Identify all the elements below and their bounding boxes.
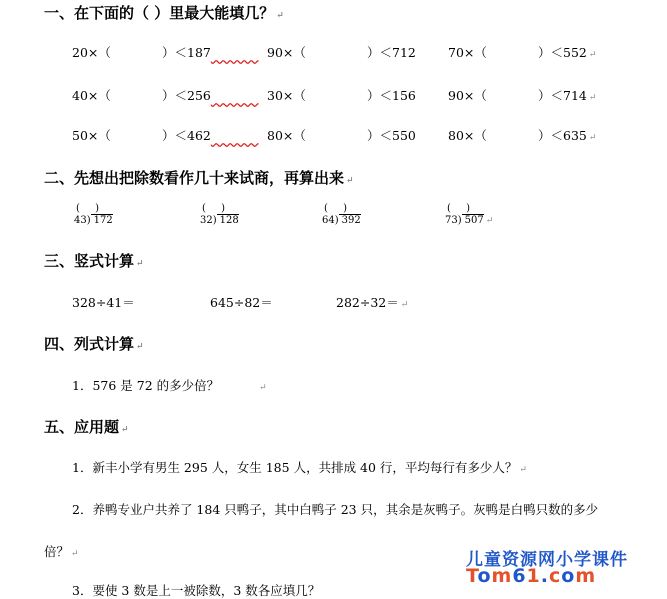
divisor: 32 [200,215,213,226]
calc-item [336,293,408,311]
spell-underline [211,88,259,103]
dividend: 172 [91,214,113,226]
long-division [74,204,113,226]
paragraph-mark: ↵ [346,176,354,186]
section-1-title-text: 一、在下面的（ ）里最大能填几？ [44,4,275,22]
spell-underline [211,45,259,60]
paragraph-mark: ↵ [136,342,144,352]
section-4-title-text: 四、列式计算 [44,335,135,353]
section-2-title-text: 二、先想出把除数看作几十来试商，再算出来 [44,169,345,187]
division-bracket: ) [457,215,462,226]
paragraph-mark: ↵ [259,383,267,393]
paragraph-mark: ↵ [121,425,129,435]
fill-item-right [162,86,259,104]
fill-item-right-text: ）＜714 [538,88,587,103]
section-3-title [44,250,144,271]
fill-item: 30×（ [267,88,306,103]
fill-item-right: ）＜712 [367,45,416,60]
section-5-title-text: 五、应用题 [44,418,120,436]
logo-letter: . [540,565,549,587]
logo-letter: m [491,565,513,587]
dividend: 507 [462,214,484,226]
question-item [72,376,267,394]
paragraph-mark: ↵ [400,300,409,310]
watermark-logo-cn: 儿童资源网小学课件 [466,550,628,570]
fill-item-right-text: ）＜635 [538,128,587,143]
fill-item: 20×（ [72,45,111,60]
fill-item: 90×（ [267,45,306,60]
fill-item-right-text: ）＜462 [162,128,211,143]
divisor: 73 [445,215,458,226]
fill-item-right-text: ）＜187 [162,45,211,60]
question-text: 倍？ [44,544,70,559]
logo-letter: m [575,565,597,587]
paragraph-mark: ↵ [588,133,597,143]
fill-item-right [162,126,259,144]
division-bracket: ) [334,215,339,226]
quotient-blank: ( ) [447,203,476,214]
quotient-blank: ( ) [202,203,231,214]
long-division [200,204,239,226]
logo-letter: T [466,565,478,587]
section-3-title-text: 三、竖式计算 [44,252,135,270]
logo-letter: o [477,565,492,587]
quotient-blank: ( ) [76,203,105,214]
fill-item-right-text: ）＜552 [538,45,587,60]
question-text: 2．养鸭专业户共养了 184 只鸭子，其中白鸭子 23 只，其余是灰鸭子。灰鸭是白鸭只数的多少 [72,502,599,517]
fill-item: 80×（ [448,128,487,143]
question-item-continued [44,542,79,560]
fill-item-right: ）＜156 [367,88,416,103]
logo-letter: 1 [526,565,541,587]
calc-item-text: 282÷32＝ [336,295,399,310]
calc-item: 645÷82＝ [210,295,273,310]
dividend: 128 [217,214,239,226]
question-item [72,500,598,518]
paragraph-mark: ↵ [485,216,494,226]
paragraph-mark: ↵ [588,93,597,103]
quotient-blank: ( ) [324,203,353,214]
watermark-logo-en [466,565,596,587]
question-text: 1．新丰小学有男生 295 人，女生 185 人，共排成 40 行，平均每行有多少人？ [72,460,518,475]
fill-item-right [538,43,596,61]
long-division [445,204,493,226]
question-item [72,458,527,476]
paragraph-mark: ↵ [276,11,284,21]
section-4-title [44,333,144,354]
division-bracket: ) [212,215,217,226]
dividend: 392 [339,214,361,226]
section-1-title [44,2,284,23]
spell-underline [211,128,259,143]
question-text: 1．576 是 72 的多少倍？ [72,378,220,393]
logo-letter: c [549,565,562,587]
fill-item: 90×（ [448,88,487,103]
paragraph-mark: ↵ [588,50,597,60]
divisor: 43 [74,215,87,226]
paragraph-mark: ↵ [136,259,144,269]
divisor: 64 [322,215,335,226]
fill-item-right [162,43,259,61]
fill-item-right-text: ）＜256 [162,88,211,103]
fill-item: 50×（ [72,128,111,143]
section-2-title [44,167,354,188]
long-division [322,204,361,226]
paragraph-mark: ↵ [519,465,527,475]
logo-letter: 6 [512,565,527,587]
division-bracket: ) [86,215,91,226]
fill-item-right [538,86,596,104]
logo-letter: o [561,565,576,587]
calc-item: 328÷41＝ [72,295,135,310]
fill-item: 70×（ [448,45,487,60]
fill-item: 80×（ [267,128,306,143]
section-5-title [44,416,129,437]
fill-item-right: ）＜550 [367,128,416,143]
paragraph-mark: ↵ [71,549,79,559]
question-text: 3．要使 3 数是上一被除数，3 数各应填几？ [72,583,321,598]
fill-item-right [538,126,596,144]
question-item [72,581,320,599]
fill-item: 40×（ [72,88,111,103]
